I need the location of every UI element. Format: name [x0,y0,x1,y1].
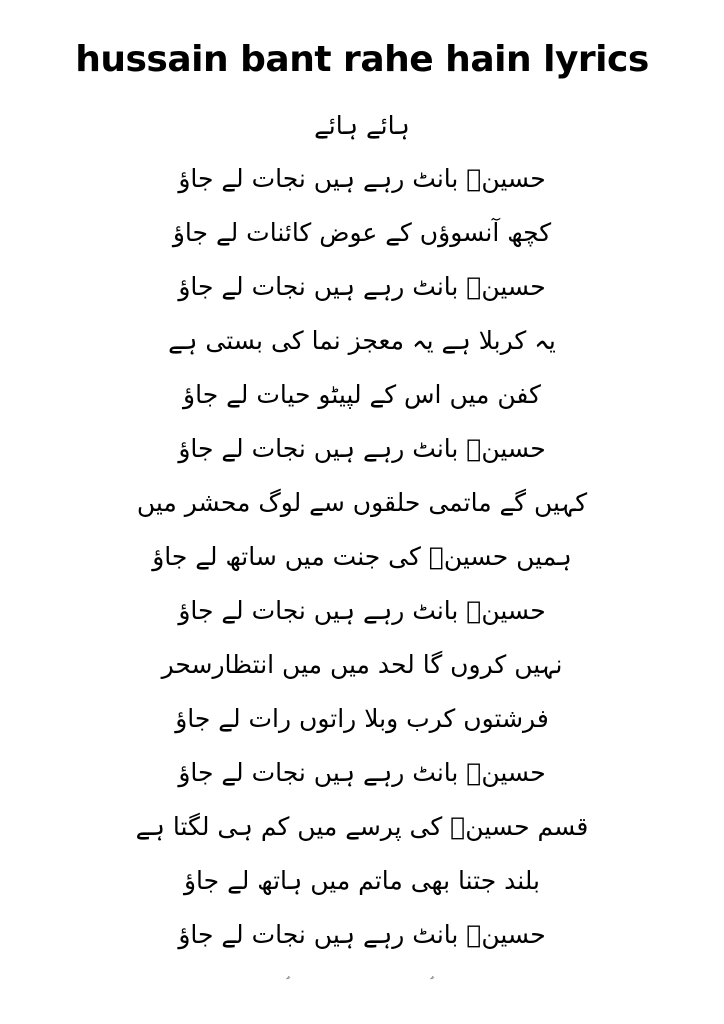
lyric-line: حسینؑ بانٹ رہے ہیں نجات لے جاؤ [178,596,546,625]
lyric-line: کچھ آنسوؤں کے عوض کائنات لے جاؤ [172,218,552,247]
lyric-line: ہمیں حسینؑ کی جنت میں ساتھ لے جاؤ [152,542,572,571]
lyrics-block [40,100,684,962]
lyric-line: کفن میں اس کے لپیٹو حیات لے جاؤ [183,380,541,409]
page-title: hussain bant rahe hain lyrics [75,39,649,80]
lyric-line: نہیں کروں گا لحد میں میں انتظارسحر [161,650,563,679]
lyric-line: حسینؑ بانٹ رہے ہیں نجات لے جاؤ [178,434,546,463]
lyric-line: حسینؑ بانٹ رہے ہیں نجات لے جاؤ [178,164,546,193]
lyric-line: کہیں گے ماتمی حلقوں سے لوگ محشر میں [136,488,588,517]
lyric-line: ہائے ہائے [314,111,410,140]
cut-off-next-line [0,976,724,996]
lyric-line: یہ کربلا ہے یہ معجز نما کی بستی ہے [168,326,556,355]
lyric-line: حسینؑ بانٹ رہے ہیں نجات لے جاؤ [178,272,546,301]
lyric-line: فرشتوں کرب وبلا راتوں رات لے جاؤ [175,704,549,733]
lyric-line: حسینؑ بانٹ رہے ہیں نجات لے جاؤ [178,758,546,787]
lyric-line: بلند جتنا بھی ماتم میں ہاتھ لے جاؤ [183,866,540,895]
lyric-line: قسم حسینؑ کی پرسے میں کم ہی لگتا ہے [135,812,589,841]
lyric-line: حسینؑ بانٹ رہے ہیں نجات لے جاؤ [178,920,546,949]
